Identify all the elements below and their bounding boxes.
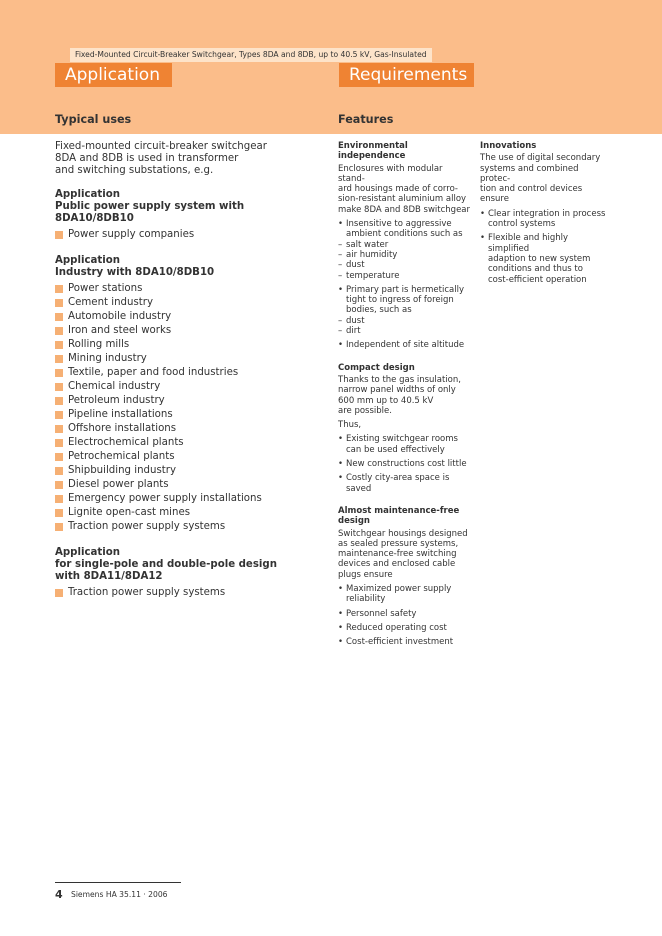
list-item: Emergency power supply installations <box>55 492 325 506</box>
list-item: Pipeline installations <box>55 408 325 422</box>
bullet-list <box>338 584 470 647</box>
footer-citation: Siemens HA 35.11 · 2006 <box>71 890 168 899</box>
list-item: • Personnel safety <box>338 608 417 619</box>
application-heading: Application Public power supply system with 8DA10/8DB10 <box>55 189 245 224</box>
intro-text: Fixed-mounted circuit-breaker switchgear 8DA and 8DB is used in transformer and switching substations, e.g. <box>55 141 267 176</box>
typical-uses-column <box>55 141 325 613</box>
list-item: Petroleum industry <box>55 394 325 408</box>
requirements-tab: Requirements <box>339 63 474 87</box>
list-item: Mining industry <box>55 352 325 366</box>
compact-design-heading: Compact design <box>338 362 415 373</box>
list-item: Offshore installations <box>55 422 325 436</box>
list-item: • Maximized power supply reliability <box>338 583 452 605</box>
list-item: Iron and steel works <box>55 324 325 338</box>
list-item: Electrochemical plants <box>55 436 325 450</box>
compact-text: Thanks to the gas insulation, narrow panel widths of only 600 mm up to 40.5 kV are possible. <box>338 374 461 416</box>
list-item: Diesel power plants <box>55 478 325 492</box>
features-heading: Features <box>338 113 394 126</box>
list-item: • Cost-efficient investment <box>338 637 454 648</box>
list-item: • Existing switchgear rooms can be used effectively <box>338 434 458 455</box>
application-list <box>55 282 325 534</box>
list-item: – dust <box>338 260 365 271</box>
list-item: – dirt <box>338 326 361 337</box>
bullet-list <box>338 340 470 350</box>
list-item: Power stations <box>55 282 325 296</box>
footer-rule <box>55 882 181 883</box>
features-column-1 <box>338 141 470 647</box>
environmental-independence-heading: Environmental independence <box>338 141 408 162</box>
bullet-list <box>480 209 610 285</box>
list-item: Petrochemical plants <box>55 450 325 464</box>
environmental-text: Enclosures with modular stand- ard housings made of corro- sion-resistant aluminium alloy make 8DA and 8DB switchgear <box>338 163 471 215</box>
dash-list <box>338 240 470 281</box>
list-item: Cement industry <box>55 296 325 310</box>
list-item: – dust <box>338 315 365 326</box>
list-item: Traction power supply systems <box>55 520 325 534</box>
maintenance-text: Switchgear housings designed as sealed pressure systems, maintenance-free switching devices and enclosed cable plugs ensure <box>338 528 468 580</box>
innovations-text: The use of digital secondary systems and combined protec- tion and control devices ensure <box>480 153 601 205</box>
list-item: • Independent of site altitude <box>338 340 465 351</box>
list-item: – temperature <box>338 270 400 281</box>
dash-list <box>338 316 470 337</box>
list-item: • Clear integration in process control systems <box>480 208 606 230</box>
document-title: Fixed-Mounted Circuit-Breaker Switchgear, Types 8DA and 8DB, up to 40.5 kV, Gas-Insulated <box>70 48 432 62</box>
list-item: • Reduced operating cost <box>338 622 447 633</box>
list-item: Shipbuilding industry <box>55 464 325 478</box>
list-item: Power supply companies <box>55 228 325 242</box>
application-heading: Application for single-pole and double-pole design with 8DA11/8DA12 <box>55 547 277 582</box>
innovations-heading: Innovations <box>480 141 537 151</box>
maintenance-free-heading: Almost maintenance-free design <box>338 505 460 527</box>
list-item: • Costly city-area space is saved <box>338 473 450 494</box>
list-item: – air humidity <box>338 249 398 260</box>
list-item: Chemical industry <box>55 380 325 394</box>
typical-uses-heading: Typical uses <box>55 113 132 126</box>
bullet-list <box>338 434 470 493</box>
list-item: – salt water <box>338 239 389 250</box>
list-item: Traction power supply systems <box>55 586 325 600</box>
features-column-2 <box>480 141 610 285</box>
bullet-list <box>338 285 470 316</box>
list-item: Rolling mills <box>55 338 325 352</box>
bullet-list <box>338 219 470 240</box>
application-tab: Application <box>55 63 172 87</box>
list-item: Automobile industry <box>55 310 325 324</box>
application-group-public <box>55 189 325 242</box>
compact-thus: Thus, <box>338 420 362 431</box>
list-item: • New constructions cost little <box>338 459 467 470</box>
list-item: Lignite open-cast mines <box>55 506 325 520</box>
application-list <box>55 228 325 242</box>
application-heading: Application Industry with 8DA10/8DB10 <box>55 255 215 278</box>
application-group-industry <box>55 255 325 534</box>
application-list <box>55 586 325 600</box>
page-number: 4 <box>55 888 63 901</box>
list-item: • Flexible and highly simplified adaption to new system conditions and thus to cost-efficient operation <box>480 233 591 285</box>
list-item: • Primary part is hermetically tight to ingress of foreign bodies, such as <box>338 284 464 316</box>
list-item: Textile, paper and food industries <box>55 366 325 380</box>
application-group-single-pole <box>55 547 325 600</box>
list-item: • Insensitive to aggressive ambient conditions such as <box>338 219 463 240</box>
